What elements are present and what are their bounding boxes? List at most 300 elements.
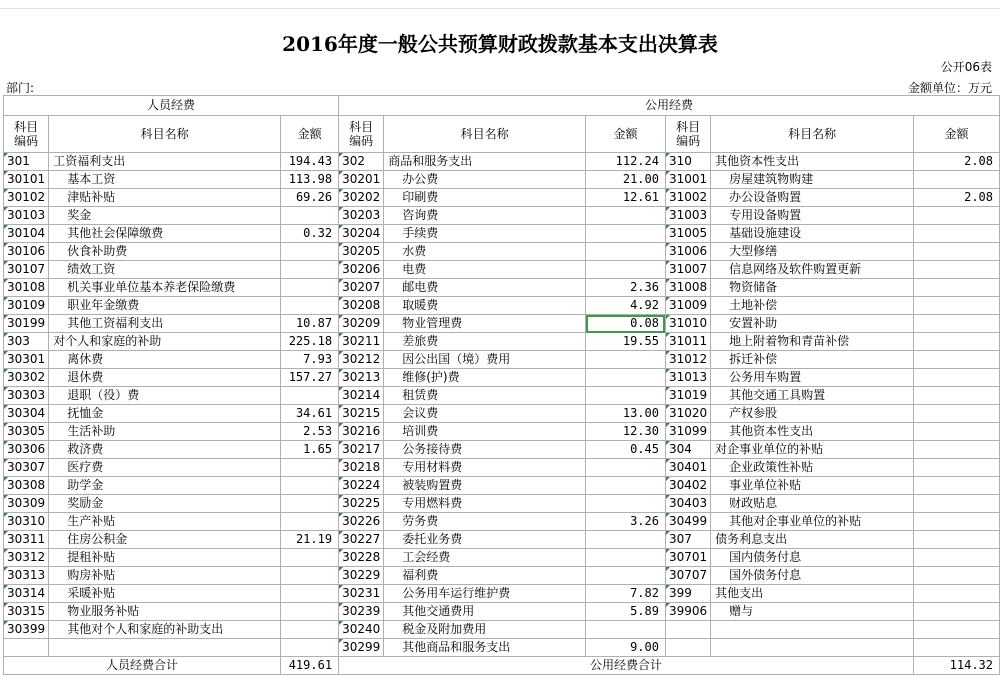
- subject-name-cell[interactable]: 福利费: [384, 567, 586, 585]
- subject-name-cell[interactable]: 离休费: [49, 351, 281, 369]
- table-row: [4, 423, 1000, 441]
- col-header-amount[interactable]: 金额: [586, 116, 666, 153]
- table-row: [4, 639, 1000, 657]
- subject-code-cell[interactable]: 31008: [665, 279, 710, 297]
- subject-code-cell[interactable]: 30206: [339, 261, 384, 279]
- subject-code-cell[interactable]: 30101: [4, 171, 49, 189]
- amount-cell[interactable]: [586, 261, 666, 279]
- col-header-code[interactable]: 科目 编码: [4, 116, 49, 153]
- amount-cell[interactable]: [586, 621, 666, 639]
- amount-cell[interactable]: 225.18: [281, 333, 339, 351]
- amount-cell[interactable]: [281, 495, 339, 513]
- amount-cell[interactable]: [914, 423, 1000, 441]
- subject-name-cell[interactable]: 办公设备购置: [711, 189, 914, 207]
- subject-code-cell[interactable]: 30228: [339, 549, 384, 567]
- table-row: [4, 261, 1000, 279]
- subject-name-cell[interactable]: 印刷费: [384, 189, 586, 207]
- amount-cell[interactable]: 194.43: [281, 153, 339, 171]
- table-row: [4, 297, 1000, 315]
- subject-name-cell[interactable]: 公务用车运行维护费: [384, 585, 586, 603]
- subject-code-cell[interactable]: 30104: [4, 225, 49, 243]
- table-row: [4, 513, 1000, 531]
- amount-cell[interactable]: [914, 495, 1000, 513]
- subject-code-cell[interactable]: 30303: [4, 387, 49, 405]
- subject-name-cell[interactable]: 房屋建筑物购建: [711, 171, 914, 189]
- amount-cell[interactable]: 0.32: [281, 225, 339, 243]
- subject-name-cell[interactable]: 租赁费: [384, 387, 586, 405]
- subject-name-cell[interactable]: 职业年金缴费: [49, 297, 281, 315]
- subject-code-cell[interactable]: 301: [4, 153, 49, 171]
- amount-cell[interactable]: [281, 279, 339, 297]
- subject-name-cell[interactable]: 因公出国（境）费用: [384, 351, 586, 369]
- subject-name-cell[interactable]: 助学金: [49, 477, 281, 495]
- subject-code-cell[interactable]: 30226: [339, 513, 384, 531]
- amount-cell[interactable]: [914, 351, 1000, 369]
- subject-name-cell[interactable]: 提租补贴: [49, 549, 281, 567]
- table-row: [4, 189, 1000, 207]
- subject-code-cell[interactable]: 31019: [665, 387, 710, 405]
- subject-name-cell[interactable]: 其他对个人和家庭的补助支出: [49, 621, 281, 639]
- amount-cell[interactable]: [281, 207, 339, 225]
- amount-cell[interactable]: [281, 585, 339, 603]
- expenditure-table: [3, 95, 1000, 675]
- amount-cell[interactable]: [586, 549, 666, 567]
- subject-code-cell[interactable]: 30240: [339, 621, 384, 639]
- subject-code-cell[interactable]: 303: [4, 333, 49, 351]
- table-row: [4, 243, 1000, 261]
- subject-code-cell[interactable]: 30216: [339, 423, 384, 441]
- amount-cell[interactable]: 2.36: [586, 279, 666, 297]
- subject-code-cell[interactable]: 31020: [665, 405, 710, 423]
- subject-code-cell[interactable]: 30306: [4, 441, 49, 459]
- subject-code-cell[interactable]: 30307: [4, 459, 49, 477]
- amount-cell[interactable]: 7.82: [586, 585, 666, 603]
- subject-name-cell[interactable]: 其他社会保障缴费: [49, 225, 281, 243]
- personnel-total-label[interactable]: 人员经费合计: [4, 657, 281, 675]
- amount-cell[interactable]: [914, 441, 1000, 459]
- table-row: [4, 405, 1000, 423]
- subject-name-cell[interactable]: 差旅费: [384, 333, 586, 351]
- table-row: [4, 549, 1000, 567]
- subject-code-cell[interactable]: 31007: [665, 261, 710, 279]
- subject-name-cell[interactable]: 专用燃料费: [384, 495, 586, 513]
- amount-cell[interactable]: [914, 549, 1000, 567]
- amount-cell[interactable]: [914, 369, 1000, 387]
- subject-name-cell[interactable]: 其他资本性支出: [711, 153, 914, 171]
- amount-cell[interactable]: 10.87: [281, 315, 339, 333]
- subject-name-cell[interactable]: 办公费: [384, 171, 586, 189]
- subject-code-cell[interactable]: 30109: [4, 297, 49, 315]
- amount-cell[interactable]: [914, 387, 1000, 405]
- amount-cell[interactable]: [586, 351, 666, 369]
- subject-code-cell[interactable]: 30203: [339, 207, 384, 225]
- amount-cell[interactable]: [586, 495, 666, 513]
- amount-cell[interactable]: [586, 477, 666, 495]
- amount-cell[interactable]: [281, 477, 339, 495]
- amount-cell[interactable]: [914, 405, 1000, 423]
- subject-name-cell[interactable]: 被装购置费: [384, 477, 586, 495]
- subject-name-cell[interactable]: 采暖补贴: [49, 585, 281, 603]
- table-row: [4, 585, 1000, 603]
- subject-code-cell[interactable]: 30212: [339, 351, 384, 369]
- amount-cell[interactable]: 21.00: [586, 171, 666, 189]
- subject-name-cell[interactable]: 专用设备购置: [711, 207, 914, 225]
- subject-name-cell[interactable]: [49, 639, 281, 657]
- subject-code-cell[interactable]: 30106: [4, 243, 49, 261]
- subject-code-cell[interactable]: [4, 639, 49, 657]
- subject-code-cell[interactable]: 30239: [339, 603, 384, 621]
- amount-cell[interactable]: 112.24: [586, 153, 666, 171]
- amount-cell[interactable]: [914, 207, 1000, 225]
- table-row: [4, 369, 1000, 387]
- subject-name-cell[interactable]: 伙食补助费: [49, 243, 281, 261]
- subject-code-cell[interactable]: [665, 621, 710, 639]
- subject-name-cell[interactable]: 津贴补贴: [49, 189, 281, 207]
- subject-code-cell[interactable]: 30313: [4, 567, 49, 585]
- subject-name-cell[interactable]: 医疗费: [49, 459, 281, 477]
- amount-cell[interactable]: [586, 207, 666, 225]
- table-row: [4, 459, 1000, 477]
- amount-cell[interactable]: 21.19: [281, 531, 339, 549]
- amount-cell[interactable]: 19.55: [586, 333, 666, 351]
- subject-name-cell[interactable]: 专用材料费: [384, 459, 586, 477]
- subject-name-cell[interactable]: 其他支出: [711, 585, 914, 603]
- table-row: [4, 153, 1000, 171]
- amount-cell[interactable]: [586, 387, 666, 405]
- subject-name-cell[interactable]: 手续费: [384, 225, 586, 243]
- subject-name-cell[interactable]: 住房公积金: [49, 531, 281, 549]
- subject-name-cell[interactable]: 大型修缮: [711, 243, 914, 261]
- subject-code-cell[interactable]: 30202: [339, 189, 384, 207]
- subject-name-cell[interactable]: 物业服务补贴: [49, 603, 281, 621]
- subject-name-cell[interactable]: 土地补偿: [711, 297, 914, 315]
- subject-code-cell[interactable]: 30209: [339, 315, 384, 333]
- subject-code-cell[interactable]: 30199: [4, 315, 49, 333]
- subject-code-cell[interactable]: 30224: [339, 477, 384, 495]
- amount-cell[interactable]: 12.61: [586, 189, 666, 207]
- amount-cell[interactable]: 0.45: [586, 441, 666, 459]
- amount-cell[interactable]: [281, 297, 339, 315]
- subject-code-cell[interactable]: 302: [339, 153, 384, 171]
- subject-code-cell[interactable]: 31011: [665, 333, 710, 351]
- subject-code-cell[interactable]: 30217: [339, 441, 384, 459]
- subject-name-cell[interactable]: 奖励金: [49, 495, 281, 513]
- amount-cell[interactable]: 1.65: [281, 441, 339, 459]
- subject-name-cell[interactable]: 其他商品和服务支出: [384, 639, 586, 657]
- subject-name-cell[interactable]: 财政贴息: [711, 495, 914, 513]
- subject-name-cell[interactable]: 物资储备: [711, 279, 914, 297]
- amount-cell[interactable]: 0.08: [586, 315, 666, 333]
- subject-code-cell[interactable]: 30205: [339, 243, 384, 261]
- subject-code-cell[interactable]: 30499: [665, 513, 710, 531]
- sheet-number: 公开06表: [940, 60, 992, 74]
- subject-code-cell[interactable]: 31003: [665, 207, 710, 225]
- subject-code-cell[interactable]: 31002: [665, 189, 710, 207]
- amount-cell[interactable]: [281, 621, 339, 639]
- table-row: [4, 171, 1000, 189]
- subject-name-cell[interactable]: 退职（役）费: [49, 387, 281, 405]
- subject-name-cell[interactable]: 退休费: [49, 369, 281, 387]
- subject-name-cell[interactable]: 其他工资福利支出: [49, 315, 281, 333]
- table-row: [4, 351, 1000, 369]
- subject-code-cell[interactable]: 30403: [665, 495, 710, 513]
- col-header-amount[interactable]: 金额: [914, 116, 1000, 153]
- public-total-value[interactable]: 114.32: [914, 657, 1000, 675]
- amount-cell[interactable]: [281, 513, 339, 531]
- subject-name-cell[interactable]: 地上附着物和青苗补偿: [711, 333, 914, 351]
- subject-code-cell[interactable]: 30308: [4, 477, 49, 495]
- amount-cell[interactable]: 4.92: [586, 297, 666, 315]
- subject-code-cell[interactable]: 30309: [4, 495, 49, 513]
- subject-code-cell[interactable]: 30215: [339, 405, 384, 423]
- col-header-name[interactable]: 科目名称: [384, 116, 586, 153]
- amount-cell[interactable]: [281, 603, 339, 621]
- amount-cell[interactable]: [281, 567, 339, 585]
- amount-cell[interactable]: 9.00: [586, 639, 666, 657]
- subject-name-cell[interactable]: 委托业务费: [384, 531, 586, 549]
- subject-code-cell[interactable]: 30108: [4, 279, 49, 297]
- amount-cell[interactable]: 2.08: [914, 189, 1000, 207]
- subject-name-cell[interactable]: 赠与: [711, 603, 914, 621]
- subject-name-cell[interactable]: 商品和服务支出: [384, 153, 586, 171]
- subject-code-cell[interactable]: 30301: [4, 351, 49, 369]
- subject-name-cell[interactable]: 维修(护)费: [384, 369, 586, 387]
- amount-cell[interactable]: [586, 459, 666, 477]
- table-row: [4, 207, 1000, 225]
- amount-cell[interactable]: [281, 387, 339, 405]
- subject-code-cell[interactable]: 30315: [4, 603, 49, 621]
- subject-name-cell[interactable]: 拆迁补偿: [711, 351, 914, 369]
- table-row: [4, 621, 1000, 639]
- personnel-total-value[interactable]: 419.61: [281, 657, 339, 675]
- subject-name-cell[interactable]: 咨询费: [384, 207, 586, 225]
- amount-cell[interactable]: [281, 459, 339, 477]
- table-row: [4, 333, 1000, 351]
- subject-name-cell[interactable]: 水费: [384, 243, 586, 261]
- subject-code-cell[interactable]: [665, 639, 710, 657]
- subject-code-cell[interactable]: 31012: [665, 351, 710, 369]
- amount-cell[interactable]: 5.89: [586, 603, 666, 621]
- table-row: [4, 387, 1000, 405]
- subject-name-cell[interactable]: 事业单位补贴: [711, 477, 914, 495]
- subject-code-cell[interactable]: 30310: [4, 513, 49, 531]
- subject-name-cell[interactable]: 救济费: [49, 441, 281, 459]
- subject-name-cell[interactable]: [711, 621, 914, 639]
- subject-name-cell[interactable]: 奖金: [49, 207, 281, 225]
- table-row: [4, 531, 1000, 549]
- subject-name-cell[interactable]: 安置补助: [711, 315, 914, 333]
- col-header-code[interactable]: 科目 编码: [665, 116, 710, 153]
- subject-name-cell[interactable]: 信息网络及软件购置更新: [711, 261, 914, 279]
- subject-code-cell[interactable]: 30314: [4, 585, 49, 603]
- subject-code-cell[interactable]: 30302: [4, 369, 49, 387]
- subject-name-cell[interactable]: 税金及附加费用: [384, 621, 586, 639]
- subject-code-cell[interactable]: 399: [665, 585, 710, 603]
- table-row: [4, 567, 1000, 585]
- amount-cell[interactable]: [914, 603, 1000, 621]
- subject-name-cell[interactable]: 其他对企事业单位的补贴: [711, 513, 914, 531]
- subject-name-cell[interactable]: 企业政策性补贴: [711, 459, 914, 477]
- amount-cell[interactable]: [281, 243, 339, 261]
- section-header-personnel[interactable]: 人员经费: [4, 96, 339, 116]
- subject-code-cell[interactable]: 307: [665, 531, 710, 549]
- amount-cell[interactable]: 2.53: [281, 423, 339, 441]
- subject-name-cell[interactable]: 国外债务付息: [711, 567, 914, 585]
- amount-cell[interactable]: [914, 585, 1000, 603]
- subject-code-cell[interactable]: 30207: [339, 279, 384, 297]
- subject-code-cell[interactable]: 39906: [665, 603, 710, 621]
- col-header-name[interactable]: 科目名称: [711, 116, 914, 153]
- subject-name-cell[interactable]: 国内债务付息: [711, 549, 914, 567]
- amount-cell[interactable]: 13.00: [586, 405, 666, 423]
- subject-name-cell[interactable]: 债务利息支出: [711, 531, 914, 549]
- section-header-public[interactable]: 公用经费: [339, 96, 1000, 116]
- subject-code-cell[interactable]: 30311: [4, 531, 49, 549]
- table-row: [4, 225, 1000, 243]
- subject-code-cell[interactable]: 30218: [339, 459, 384, 477]
- amount-cell[interactable]: [914, 279, 1000, 297]
- subject-name-cell[interactable]: 对企事业单位的补贴: [711, 441, 914, 459]
- subject-code-cell[interactable]: 31001: [665, 171, 710, 189]
- subject-name-cell[interactable]: 产权参股: [711, 405, 914, 423]
- subject-code-cell[interactable]: 30103: [4, 207, 49, 225]
- subject-code-cell[interactable]: 30204: [339, 225, 384, 243]
- subject-name-cell[interactable]: 公务接待费: [384, 441, 586, 459]
- subject-code-cell[interactable]: 30402: [665, 477, 710, 495]
- subject-name-cell[interactable]: 生活补助: [49, 423, 281, 441]
- subject-code-cell[interactable]: 30231: [339, 585, 384, 603]
- amount-cell[interactable]: [281, 549, 339, 567]
- amount-cell[interactable]: [914, 261, 1000, 279]
- amount-cell[interactable]: [914, 171, 1000, 189]
- subject-code-cell[interactable]: 30102: [4, 189, 49, 207]
- subject-name-cell[interactable]: 生产补贴: [49, 513, 281, 531]
- subject-name-cell[interactable]: 基本工资: [49, 171, 281, 189]
- subject-code-cell[interactable]: 30701: [665, 549, 710, 567]
- amount-cell[interactable]: [586, 567, 666, 585]
- amount-cell[interactable]: 7.93: [281, 351, 339, 369]
- subject-name-cell[interactable]: 抚恤金: [49, 405, 281, 423]
- subject-code-cell[interactable]: 30214: [339, 387, 384, 405]
- subject-code-cell[interactable]: 31010: [665, 315, 710, 333]
- subject-name-cell[interactable]: [711, 639, 914, 657]
- subject-name-cell[interactable]: 公务用车购置: [711, 369, 914, 387]
- amount-cell[interactable]: [914, 225, 1000, 243]
- subject-code-cell[interactable]: 30201: [339, 171, 384, 189]
- totals-row: [4, 657, 1000, 675]
- subject-name-cell[interactable]: 购房补贴: [49, 567, 281, 585]
- subject-name-cell[interactable]: 基础设施建设: [711, 225, 914, 243]
- amount-cell[interactable]: 34.61: [281, 405, 339, 423]
- page-title: 2016年度一般公共预算财政拨款基本支出决算表: [282, 32, 718, 56]
- subject-code-cell[interactable]: 304: [665, 441, 710, 459]
- amount-cell[interactable]: 2.08: [914, 153, 1000, 171]
- subject-name-cell[interactable]: 对个人和家庭的补助: [49, 333, 281, 351]
- subject-name-cell[interactable]: 其他交通工具购置: [711, 387, 914, 405]
- subject-name-cell[interactable]: 机关事业单位基本养老保险缴费: [49, 279, 281, 297]
- amount-cell[interactable]: [281, 261, 339, 279]
- subject-code-cell[interactable]: 30227: [339, 531, 384, 549]
- subject-code-cell[interactable]: 30225: [339, 495, 384, 513]
- subject-code-cell[interactable]: 30208: [339, 297, 384, 315]
- col-header-code[interactable]: 科目 编码: [339, 116, 384, 153]
- subject-code-cell[interactable]: 30707: [665, 567, 710, 585]
- subject-name-cell[interactable]: 会议费: [384, 405, 586, 423]
- amount-cell[interactable]: [914, 639, 1000, 657]
- amount-cell[interactable]: [914, 477, 1000, 495]
- subject-name-cell[interactable]: 培训费: [384, 423, 586, 441]
- table-row: [4, 477, 1000, 495]
- subject-name-cell[interactable]: 工资福利支出: [49, 153, 281, 171]
- subject-code-cell[interactable]: 30229: [339, 567, 384, 585]
- amount-cell[interactable]: [586, 369, 666, 387]
- col-header-name[interactable]: 科目名称: [49, 116, 281, 153]
- table-row: [4, 441, 1000, 459]
- subject-code-cell[interactable]: 30305: [4, 423, 49, 441]
- department-label: 部门:: [6, 81, 35, 95]
- subject-code-cell[interactable]: 310: [665, 153, 710, 171]
- subject-name-cell[interactable]: 电费: [384, 261, 586, 279]
- amount-cell[interactable]: [914, 459, 1000, 477]
- amount-cell[interactable]: [914, 621, 1000, 639]
- amount-cell[interactable]: 12.30: [586, 423, 666, 441]
- amount-cell[interactable]: [586, 531, 666, 549]
- subject-code-cell[interactable]: 30312: [4, 549, 49, 567]
- table-row: [4, 495, 1000, 513]
- subject-name-cell[interactable]: 物业管理费: [384, 315, 586, 333]
- subject-name-cell[interactable]: 其他交通费用: [384, 603, 586, 621]
- public-total-label[interactable]: 公用经费合计: [339, 657, 914, 675]
- subject-code-cell[interactable]: 30107: [4, 261, 49, 279]
- amount-cell[interactable]: 3.26: [586, 513, 666, 531]
- amount-cell[interactable]: [914, 531, 1000, 549]
- subject-name-cell[interactable]: 绩效工资: [49, 261, 281, 279]
- subject-code-cell[interactable]: 31099: [665, 423, 710, 441]
- amount-cell[interactable]: 113.98: [281, 171, 339, 189]
- subject-name-cell[interactable]: 其他资本性支出: [711, 423, 914, 441]
- subject-code-cell[interactable]: 31009: [665, 297, 710, 315]
- col-header-amount[interactable]: 金额: [281, 116, 339, 153]
- amount-cell[interactable]: [281, 639, 339, 657]
- amount-cell[interactable]: 157.27: [281, 369, 339, 387]
- amount-cell[interactable]: [914, 513, 1000, 531]
- amount-cell[interactable]: [914, 567, 1000, 585]
- subject-name-cell[interactable]: 取暖费: [384, 297, 586, 315]
- subject-code-cell[interactable]: 31006: [665, 243, 710, 261]
- table-row: [4, 315, 1000, 333]
- table-row: [4, 279, 1000, 297]
- subject-code-cell[interactable]: 31013: [665, 369, 710, 387]
- amount-cell[interactable]: [586, 225, 666, 243]
- amount-cell[interactable]: [914, 333, 1000, 351]
- amount-cell[interactable]: [586, 243, 666, 261]
- subject-code-cell[interactable]: 30213: [339, 369, 384, 387]
- subject-code-cell[interactable]: 30401: [665, 459, 710, 477]
- amount-cell[interactable]: [914, 297, 1000, 315]
- subject-code-cell[interactable]: 30304: [4, 405, 49, 423]
- subject-name-cell[interactable]: 劳务费: [384, 513, 586, 531]
- amount-cell[interactable]: [914, 315, 1000, 333]
- amount-cell[interactable]: 69.26: [281, 189, 339, 207]
- subject-code-cell[interactable]: 30399: [4, 621, 49, 639]
- spreadsheet-top-edge: [0, 0, 1000, 9]
- subject-code-cell[interactable]: 30299: [339, 639, 384, 657]
- amount-cell[interactable]: [914, 243, 1000, 261]
- subject-name-cell[interactable]: 邮电费: [384, 279, 586, 297]
- subject-name-cell[interactable]: 工会经费: [384, 549, 586, 567]
- subject-code-cell[interactable]: 31005: [665, 225, 710, 243]
- subject-code-cell[interactable]: 30211: [339, 333, 384, 351]
